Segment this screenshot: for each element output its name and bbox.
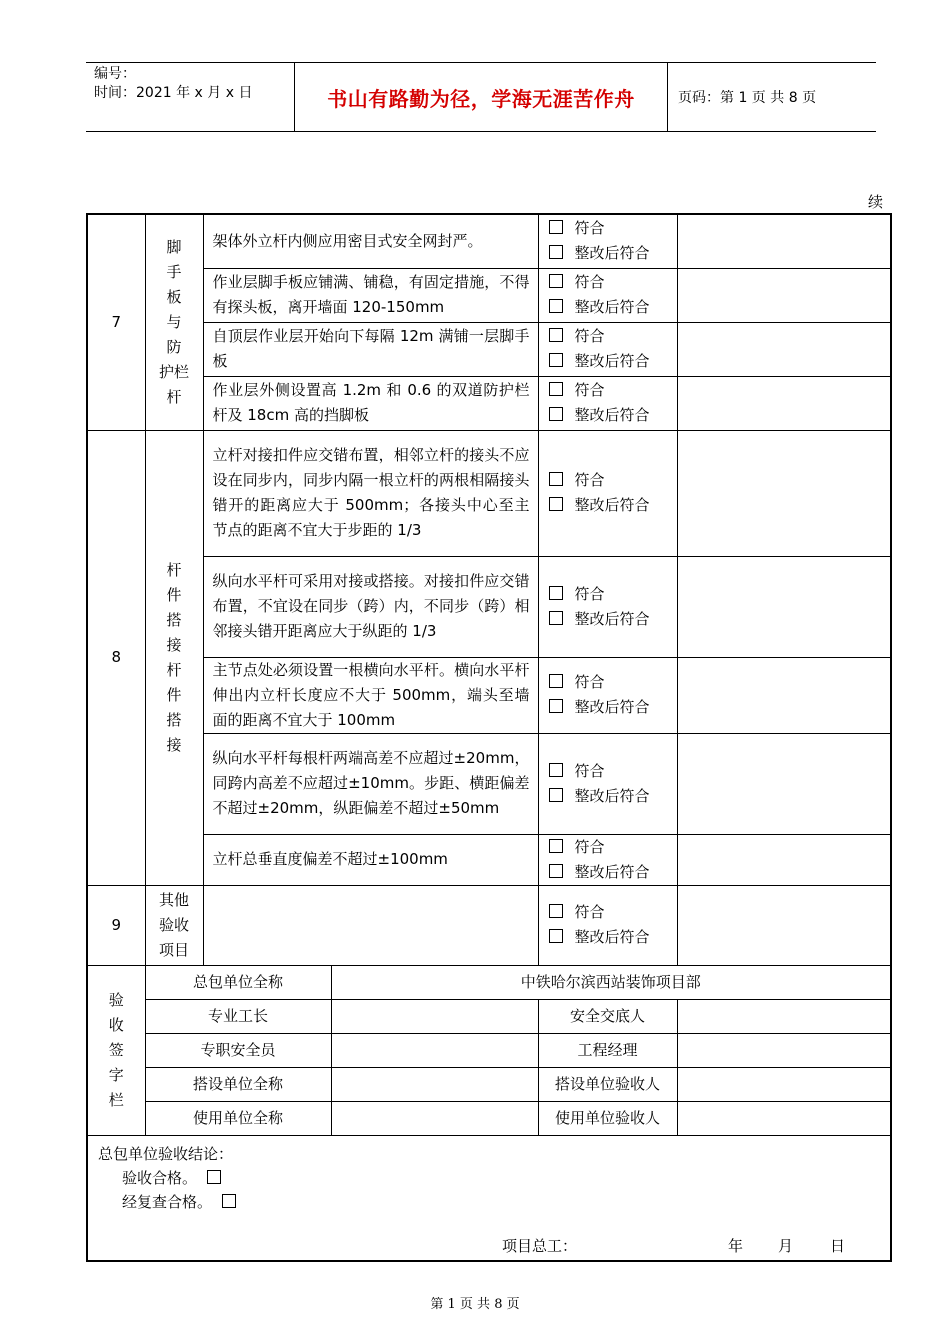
project-manager-field[interactable] [677, 1033, 891, 1067]
user-unit-field[interactable] [331, 1101, 538, 1135]
option-ok[interactable]: 符合 [549, 670, 677, 695]
option-ok[interactable]: 符合 [549, 216, 677, 241]
checkbox-icon[interactable] [222, 1194, 236, 1208]
date-month: 月 [778, 1237, 794, 1255]
code-label: 编号： [94, 66, 136, 82]
conclusion-title: 总包单位验收结论： [98, 1144, 234, 1163]
checkbox-icon[interactable] [549, 674, 563, 688]
check-item: 作业层外侧设置高 1.2m 和 0.6 的双道防护栏杆及 18cm 高的挡脚板 [203, 376, 538, 430]
option-ok[interactable]: 符合 [549, 378, 677, 403]
check-item: 纵向水平杆每根杆两端高差不应超过±20mm，同跨内高差不应超过±10mm。步距、横距偏差不超过±20mm，纵距偏差不超过±50mm [203, 733, 538, 834]
option-fixed[interactable]: 整改后符合 [549, 493, 677, 518]
check-options [538, 376, 677, 430]
remark-cell [677, 214, 891, 268]
option-ok[interactable]: 符合 [549, 900, 677, 925]
safety-officer-field[interactable] [331, 1033, 538, 1067]
option-fixed[interactable]: 整改后符合 [549, 925, 677, 950]
check-options [538, 214, 677, 268]
check-options [538, 430, 677, 556]
checkbox-icon[interactable] [549, 699, 563, 713]
remark-cell [677, 657, 891, 733]
checkbox-icon[interactable] [549, 839, 563, 853]
section-7-number: 7 [87, 214, 145, 430]
continued-mark: 续 [868, 193, 884, 211]
checkbox-icon[interactable] [549, 929, 563, 943]
remark-cell [677, 556, 891, 657]
erector-name-field[interactable] [331, 1067, 538, 1101]
remark-cell [677, 376, 891, 430]
option-fixed[interactable]: 整改后符合 [549, 403, 677, 428]
option-fixed[interactable]: 整改后符合 [549, 784, 677, 809]
user-unit-label: 使用单位全称 [145, 1101, 331, 1135]
check-options [538, 322, 677, 376]
option-fixed[interactable]: 整改后符合 [549, 607, 677, 632]
checkbox-icon[interactable] [207, 1170, 221, 1184]
conclusion-pass[interactable]: 验收合格。 [98, 1166, 880, 1190]
erector-acceptor-field[interactable] [677, 1067, 891, 1101]
acceptance-table [86, 213, 892, 1262]
erector-acceptor-label: 搭设单位验收人 [538, 1067, 677, 1101]
option-ok[interactable]: 符合 [549, 324, 677, 349]
header-motto: 书山有路勤为径，学海无涯苦作舟 [294, 63, 668, 131]
user-acceptor-field[interactable] [677, 1101, 891, 1135]
check-item [203, 885, 538, 965]
remark-cell [677, 733, 891, 834]
check-options [538, 556, 677, 657]
option-fixed[interactable]: 整改后符合 [549, 860, 677, 885]
user-acceptor-label: 使用单位验收人 [538, 1101, 677, 1135]
check-options [538, 657, 677, 733]
page-footer: 第 1 页 共 8 页 [430, 1297, 520, 1312]
check-options [538, 834, 677, 885]
conclusion-signature-line [88, 1234, 890, 1258]
option-ok[interactable]: 符合 [549, 468, 677, 493]
time-label: 时间：2021 年 x 月 x 日 [94, 85, 253, 101]
page-header [86, 62, 876, 132]
option-fixed[interactable]: 整改后符合 [549, 241, 677, 266]
check-options [538, 268, 677, 322]
checkbox-icon[interactable] [549, 299, 563, 313]
check-item: 立杆对接扣件应交错布置，相邻立杆的接头不应设在同步内，同步内隔一根立杆的两根相隔接头错开的距离应大于 500mm；各接头中心至主节点的距离不宜大于步距的 1/3 [203, 430, 538, 556]
checkbox-icon[interactable] [549, 472, 563, 486]
sign-section-label: 验 收 签 字 栏 [87, 965, 145, 1135]
remark-cell [677, 268, 891, 322]
check-item: 立杆总垂直度偏差不超过±100mm [203, 834, 538, 885]
checkbox-icon[interactable] [549, 864, 563, 878]
remark-cell [677, 430, 891, 556]
checkbox-icon[interactable] [549, 763, 563, 777]
checkbox-icon[interactable] [549, 586, 563, 600]
checkbox-icon[interactable] [549, 274, 563, 288]
header-meta [86, 63, 294, 131]
check-item: 作业层脚手板应铺满、铺稳，有固定措施，不得有探头板，离开墙面 120-150mm [203, 268, 538, 322]
safety-briefer-field[interactable] [677, 999, 891, 1033]
remark-cell [677, 834, 891, 885]
option-fixed[interactable]: 整改后符合 [549, 349, 677, 374]
project-manager-label: 工程经理 [538, 1033, 677, 1067]
section-7-category: 脚 手 板 与 防 护栏 杆 [145, 214, 203, 430]
foreman-field[interactable] [331, 999, 538, 1033]
option-ok[interactable]: 符合 [549, 270, 677, 295]
contractor-name-label: 总包单位全称 [145, 965, 331, 999]
safety-briefer-label: 安全交底人 [538, 999, 677, 1033]
date-year: 年 [728, 1237, 744, 1255]
section-8-number: 8 [87, 430, 145, 885]
header-page-info: 页码：第 1 页 共 8 页 [678, 90, 817, 106]
checkbox-icon[interactable] [549, 245, 563, 259]
checkbox-icon[interactable] [549, 788, 563, 802]
checkbox-icon[interactable] [549, 497, 563, 511]
checkbox-icon[interactable] [549, 611, 563, 625]
section-9-number: 9 [87, 885, 145, 965]
foreman-label: 专业工长 [145, 999, 331, 1033]
option-fixed[interactable]: 整改后符合 [549, 695, 677, 720]
checkbox-icon[interactable] [549, 353, 563, 367]
option-ok[interactable]: 符合 [549, 582, 677, 607]
remark-cell [677, 322, 891, 376]
erector-name-label: 搭设单位全称 [145, 1067, 331, 1101]
conclusion-recheck[interactable]: 经复查合格。 [98, 1190, 880, 1214]
date-day: 日 [830, 1237, 846, 1255]
contractor-name-value[interactable]: 中铁哈尔滨西站装饰项目部 [331, 965, 891, 999]
checkbox-icon[interactable] [549, 328, 563, 342]
check-item: 架体外立杆内侧应用密目式安全网封严。 [203, 214, 538, 268]
remark-cell [677, 885, 891, 965]
check-options [538, 733, 677, 834]
safety-officer-label: 专职安全员 [145, 1033, 331, 1067]
checkbox-icon[interactable] [549, 382, 563, 396]
option-ok[interactable]: 符合 [549, 759, 677, 784]
check-item: 纵向水平杆可采用对接或搭接。对接扣件应交错布置，不宜设在同步（跨）内，不同步（跨）相邻接头错开距离应大于纵距的 1/3 [203, 556, 538, 657]
chief-engineer-label: 项目总工： [502, 1237, 578, 1255]
checkbox-icon[interactable] [549, 904, 563, 918]
checkbox-icon[interactable] [549, 407, 563, 421]
option-ok[interactable]: 符合 [549, 835, 677, 860]
section-9-category: 其他 验收 项目 [145, 885, 203, 965]
check-item: 自顶层作业层开始向下每隔 12m 满铺一层脚手板 [203, 322, 538, 376]
check-item: 主节点处必须设置一根横向水平杆。横向水平杆伸出内立杆长度应不大于 500mm，端头至墙面的距离不宜大于 100mm [203, 657, 538, 733]
check-options [538, 885, 677, 965]
conclusion-section [87, 1135, 891, 1261]
option-fixed[interactable]: 整改后符合 [549, 295, 677, 320]
section-8-category: 杆 件 搭 接 杆 件 搭 接 [145, 430, 203, 885]
checkbox-icon[interactable] [549, 220, 563, 234]
